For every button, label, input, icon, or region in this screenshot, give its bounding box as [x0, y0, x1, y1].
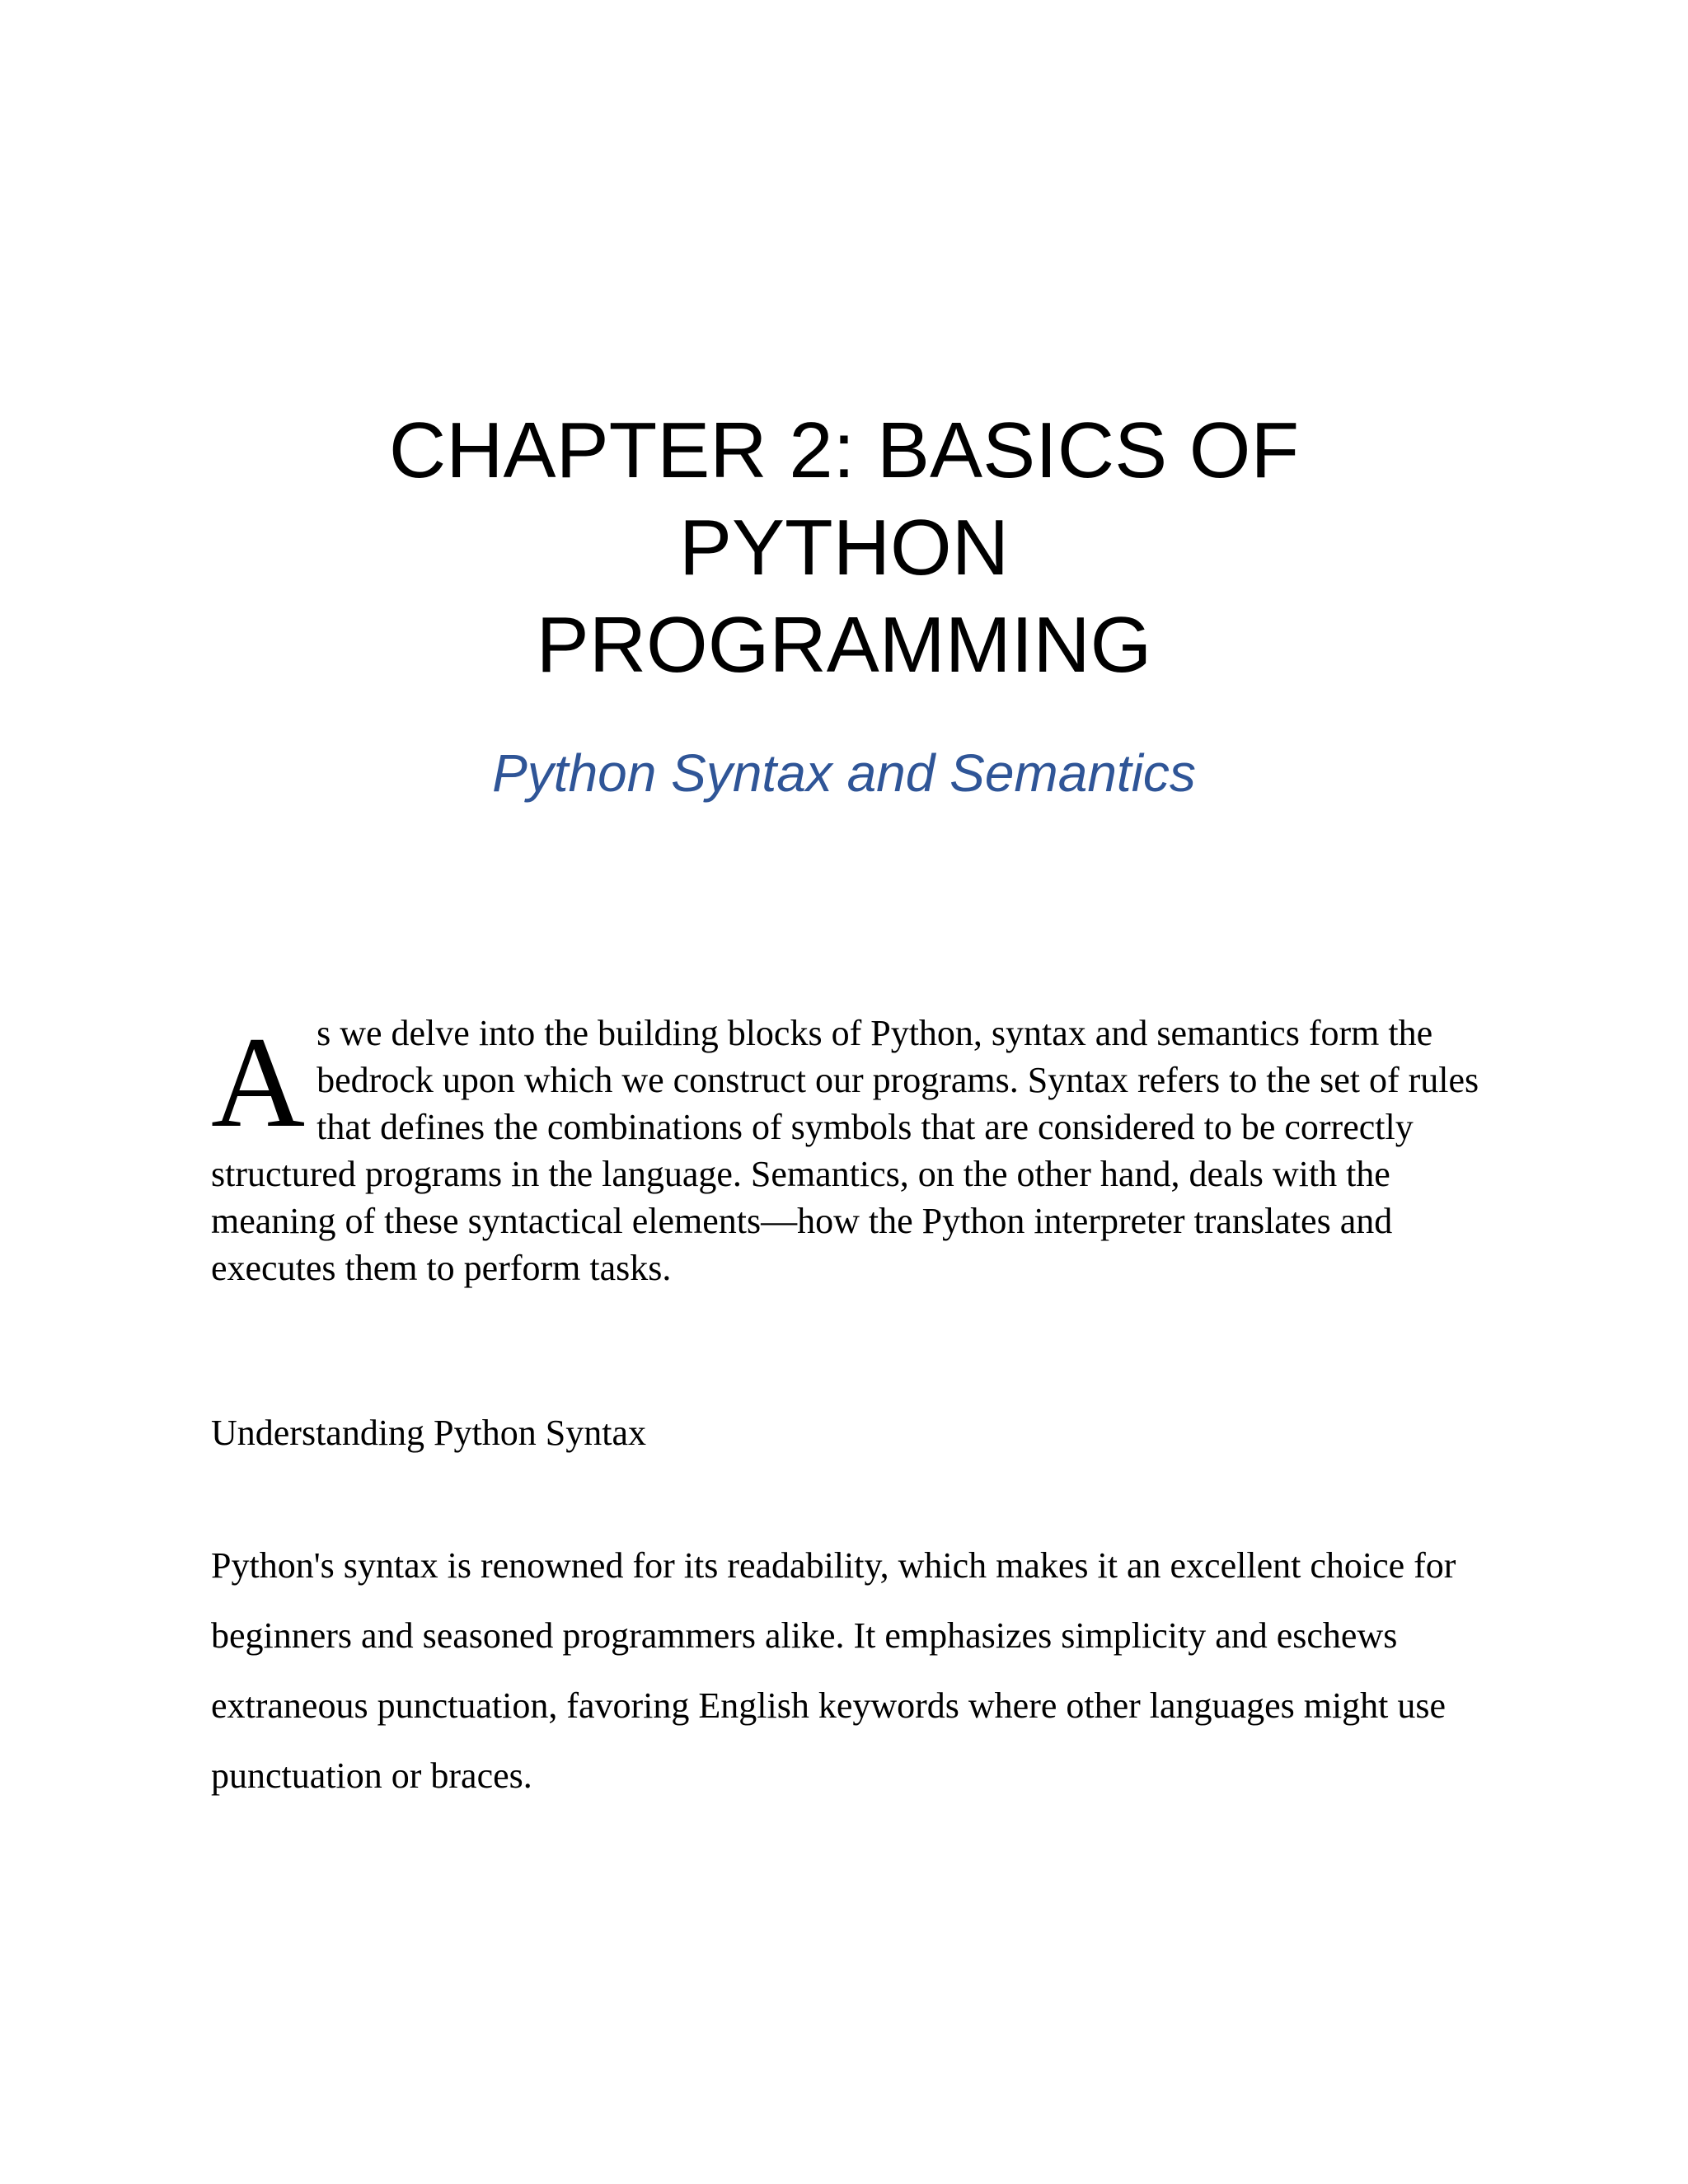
chapter-title-line: PROGRAMMING — [536, 601, 1152, 689]
body-paragraph: Python's syntax is renowned for its readability, which makes it an excellent choice for beginners and seasoned programmers alike. It emphasizes simplicity and eschews extraneous punctuation, favoring English keywords where other languages might use punctuation or braces. — [211, 1545, 1456, 1796]
chapter-subtitle: Python Syntax and Semantics — [492, 743, 1196, 803]
chapter-title-line: CHAPTER 2: BASICS OF — [388, 406, 1300, 494]
chapter-title-line: PYTHON — [678, 504, 1010, 592]
drop-cap: A — [211, 1010, 306, 1155]
intro-text: s we delve into the building blocks of Python, syntax and semantics form the bedrock upon which we construct our programs. Syntax refers to the set of rules that defines the combinations of symbols that are considered to be correctly structured programs in the language. Semantics, on the other hand, deals with the meaning of these syntactical elements—how the Python interpreter translates and executes them to perform tasks. — [211, 1013, 1479, 1288]
intro-paragraph — [211, 1010, 1480, 1291]
section-heading: Understanding Python Syntax — [211, 1413, 646, 1453]
chapter-title — [0, 402, 1688, 694]
